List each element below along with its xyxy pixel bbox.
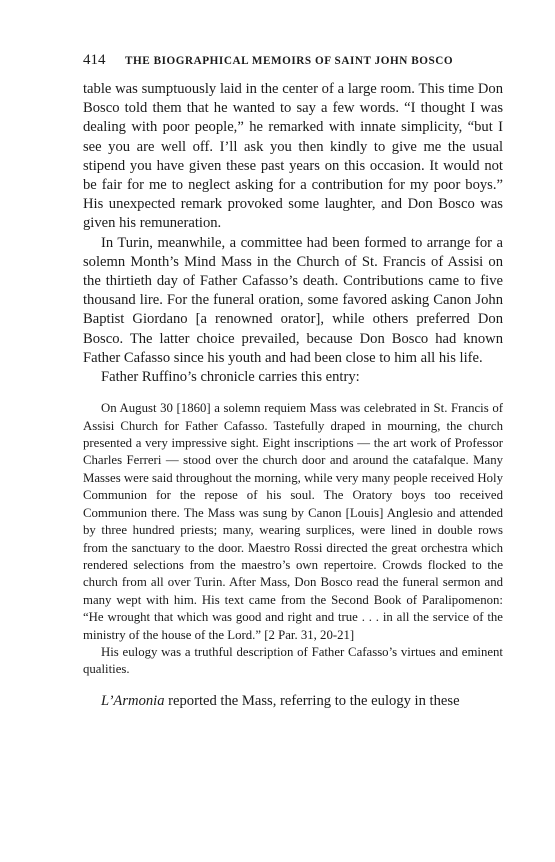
page-number: 414	[83, 52, 106, 68]
closing-text	[83, 692, 503, 711]
newspaper-title: L’Armonia	[101, 692, 165, 709]
running-head	[83, 52, 503, 74]
block-quote	[83, 400, 503, 679]
paragraph-committee: In Turin, meanwhile, a committee had been formed to arrange for a solemn Month’s Mind Mass in the Church of St. Francis of Assisi on the thirtieth day of Father Cafasso’s death. Contributions came to five thousand lire. For the funeral oration, some favored asking Canon John Baptist Giordano [a renowned orator], while others preferred Don Bosco. The latter choice prevailed, because Don Bosco had known Father Cafasso since his youth and had been close to him all his life.	[83, 234, 503, 366]
paragraph-continuation: table was sumptuously laid in the center of a large room. This time Don Bosco told them that he wanted to say a few words. “I thought I was dealing with poor people,” he remarked with innate simplicity, “but I see you are well off. I’ll ask you then kindly to give me the usual stipend you have given these past years on this occasion. It would not be fair for me to neglect asking for a contribution for my poor boys.” His unexpected remark provoked some laughter, and Don Bosco was given his remuneration.	[83, 81, 503, 232]
book-page	[83, 52, 503, 711]
paragraph-chronicle-intro: Father Ruffino’s chronicle carries this entry:	[101, 369, 360, 386]
quote-paragraph-requiem: On August 30 [1860] a solemn requiem Mass was celebrated in St. Francis of Assisi Church for Father Cafasso. Tastefully draped in mourning, the church presented a very impressive sight. Eight inscriptions — the art work of Professor Charles Ferreri — stood over the church door and around the catafalque. Many Masses were said throughout the morning, while very many people received Holy Communion for the repose of his soul. The Oratory boys too received Communion there. The Mass was sung by Canon [Louis] Anglesio and attended by three hundred priests; many, wearing surplices, were lined in double rows from the sanctuary to the door. Maestro Rossi directed the great orchestra which rendered selections from the maestro’s own repertoire. Crowds flocked to the church from all over Turin. After Mass, Don Bosco read the funeral sermon and many wept with him. His text came from the Second Book of Paralipomenon: “He wrought that which was good and right and true . . . in all the service of the ministry of the house of the Lord.” [2 Par. 31, 20-21]	[83, 401, 503, 642]
paragraph-armonia	[83, 692, 503, 711]
running-title: THE BIOGRAPHICAL MEMOIRS OF SAINT JOHN BOSCO	[125, 55, 454, 67]
paragraph-armonia-text: reported the Mass, referring to the eulogy in these	[164, 692, 460, 709]
body-text	[83, 80, 503, 387]
quote-paragraph-eulogy: His eulogy was a truthful description of Father Cafasso’s virtues and eminent qualities.	[83, 644, 503, 677]
